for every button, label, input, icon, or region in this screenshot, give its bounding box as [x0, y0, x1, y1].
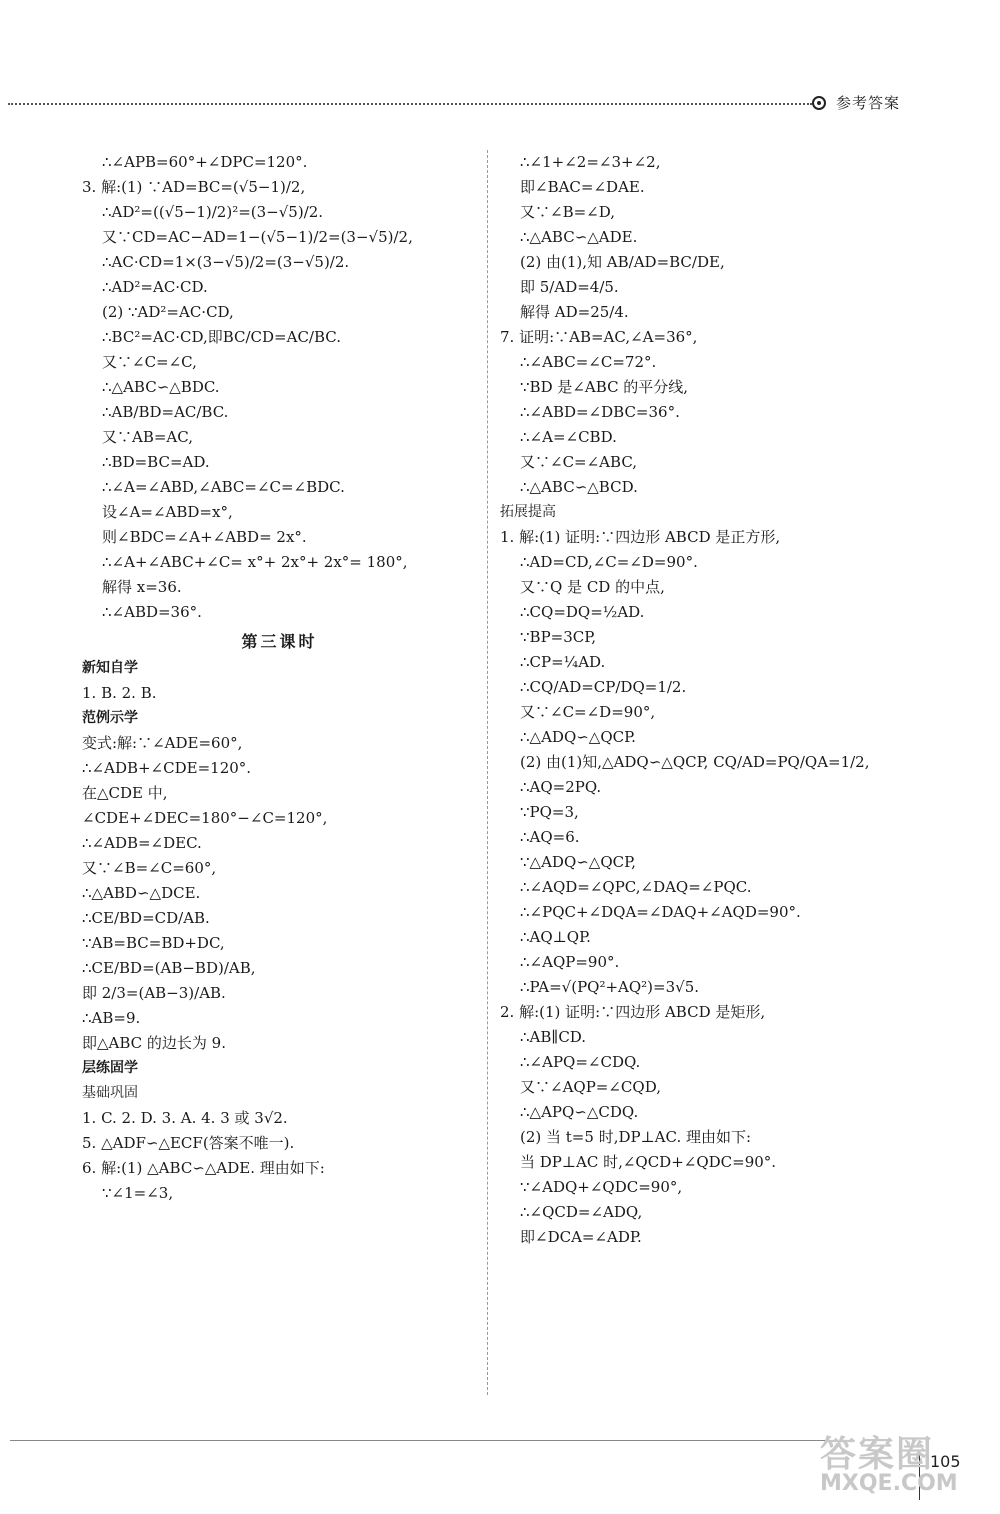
- answer-line: 6. 解:(1) △ABC∽△ADE. 理由如下:: [82, 1159, 325, 1177]
- answer-line: ∴∠ABD=∠DBC=36°.: [520, 403, 680, 421]
- header-title: 参考答案: [835, 94, 900, 112]
- answer-line: 在△CDE 中,: [82, 784, 168, 802]
- answer-line: 解得 x=36.: [102, 578, 182, 596]
- section-subheading: 新知自学: [82, 660, 138, 676]
- answer-line: 解得 AD=25/4.: [520, 303, 629, 321]
- answer-line: ∴∠APB=60°+∠DPC=120°.: [102, 153, 308, 171]
- answer-line: ∵∠1=∠3,: [102, 1184, 174, 1202]
- answer-line: 又∵∠B=∠C=60°,: [82, 859, 217, 877]
- answer-line: ∴CQ=DQ=½AD.: [520, 603, 645, 621]
- answer-line: ∴∠APQ=∠CDQ.: [520, 1053, 641, 1071]
- answer-line: ∴∠AQP=90°.: [520, 953, 620, 971]
- answer-line: ∴∠A=∠ABD,∠ABC=∠C=∠BDC.: [102, 478, 345, 496]
- answer-line: 设∠A=∠ABD=x°,: [102, 503, 233, 521]
- answer-line: 则∠BDC=∠A+∠ABD= 2x°.: [102, 528, 307, 546]
- answer-line: ∴AQ=2PQ.: [520, 778, 602, 796]
- answer-line: 又∵∠B=∠D,: [520, 203, 615, 221]
- answer-line: ∴CE/BD=(AB−BD)/AB,: [82, 959, 256, 977]
- answer-line: ∴AC·CD=1×(3−√5)/2=(3−√5)/2.: [102, 253, 350, 271]
- answer-line: ∴AQ=6.: [520, 828, 580, 846]
- footer-rule: [10, 1440, 830, 1441]
- answer-line: 又∵CD=AC−AD=1−(√5−1)/2=(3−√5)/2,: [102, 228, 413, 246]
- section-title: 第三课时: [241, 632, 318, 651]
- page-header: [8, 92, 992, 116]
- answer-line: 即 5/AD=4/5.: [520, 278, 619, 296]
- answer-line: ∴∠ABC=∠C=72°.: [520, 353, 657, 371]
- section-subheading: 基础巩固: [82, 1085, 138, 1101]
- answer-line: ∴∠1+∠2=∠3+∠2,: [520, 153, 661, 171]
- answer-line: (2) ∵AD²=AC·CD,: [102, 303, 234, 321]
- answer-line: ∵∠ADQ+∠QDC=90°,: [520, 1178, 683, 1196]
- answer-line: 2. 解:(1) 证明:∵四边形 ABCD 是矩形,: [500, 1003, 766, 1021]
- answer-line: ∴AD²=AC·CD.: [102, 278, 208, 296]
- answer-line: ∴∠A=∠CBD.: [520, 428, 617, 446]
- answer-line: (2) 由(1),知 AB/AD=BC/DE,: [520, 253, 725, 271]
- answer-line: 又∵∠AQP=∠CQD,: [520, 1078, 661, 1096]
- answer-line: ∴CE/BD=CD/AB.: [82, 909, 210, 927]
- bullet-circle-icon: [812, 96, 826, 110]
- answer-line: (2) 由(1)知,△ADQ∽△QCP, CQ/AD=PQ/QA=1/2,: [520, 753, 870, 771]
- page-number: 105: [930, 1452, 961, 1471]
- answer-line: ∴△ABD∽△DCE.: [82, 884, 201, 902]
- answer-line: ∵△ADQ∽△QCP,: [520, 853, 636, 871]
- watermark-url: MXQE.COM: [820, 1471, 958, 1496]
- answer-line: ∴AD=CD,∠C=∠D=90°.: [520, 553, 698, 571]
- answer-line: 即 2/3=(AB−3)/AB.: [82, 984, 226, 1002]
- answer-line: 又∵∠C=∠C,: [102, 353, 197, 371]
- answer-line: ∴△APQ∽△CDQ.: [520, 1103, 639, 1121]
- answer-line: ∴∠ADB+∠CDE=120°.: [82, 759, 252, 777]
- answer-line: ∵AB=BC=BD+DC,: [82, 934, 225, 952]
- answer-line: 又∵∠C=∠ABC,: [520, 453, 638, 471]
- answer-line: ∴CQ/AD=CP/DQ=1/2.: [520, 678, 687, 696]
- answer-line: ∴PA=√(PQ²+AQ²)=3√5.: [520, 978, 700, 996]
- answer-line: ∴∠ADB=∠DEC.: [82, 834, 202, 852]
- answer-line: ∴AD²=((√5−1)/2)²=(3−√5)/2.: [102, 203, 324, 221]
- answer-line: 又∵AB=AC,: [102, 428, 193, 446]
- answer-line: ∵BD 是∠ABC 的平分线,: [520, 378, 689, 396]
- answer-line: ∵BP=3CP,: [520, 628, 597, 646]
- answer-line: ∴AQ⊥QP.: [520, 928, 591, 946]
- answer-line: ∴AB/BD=AC/BC.: [102, 403, 229, 421]
- answer-line: ∴BC²=AC·CD,即BC/CD=AC/BC.: [102, 328, 341, 346]
- answer-line: ∴△ADQ∽△QCP.: [520, 728, 636, 746]
- answer-line: 1. B. 2. B.: [82, 684, 157, 702]
- section-subheading: 拓展提高: [500, 504, 556, 520]
- answer-line: 5. △ADF∽△ECF(答案不唯一).: [82, 1134, 295, 1152]
- answer-line: ∵PQ=3,: [520, 803, 579, 821]
- answer-line: 1. 解:(1) 证明:∵四边形 ABCD 是正方形,: [500, 528, 781, 546]
- answer-line: ∴AB=9.: [82, 1009, 141, 1027]
- answer-line: (2) 当 t=5 时,DP⊥AC. 理由如下:: [520, 1128, 752, 1146]
- watermark-logo: [820, 1426, 996, 1506]
- answer-line: ∴BD=BC=AD.: [102, 453, 210, 471]
- answer-line: ∴CP=¼AD.: [520, 653, 606, 671]
- answer-line: 即△ABC 的边长为 9.: [82, 1034, 226, 1052]
- answer-line: ∴△ABC∽△ADE.: [520, 228, 638, 246]
- section-subheading: 范例示学: [82, 710, 138, 726]
- column-divider: [487, 150, 488, 1395]
- answer-line: 当 DP⊥AC 时,∠QCD+∠QDC=90°.: [520, 1153, 777, 1171]
- header-dotted-rule: [8, 103, 812, 105]
- answer-line: ∴AB∥CD.: [520, 1028, 587, 1046]
- answer-line: ∠CDE+∠DEC=180°−∠C=120°,: [82, 809, 328, 827]
- answer-line: ∴∠QCD=∠ADQ,: [520, 1203, 643, 1221]
- answer-line: 即∠DCA=∠ADP.: [520, 1228, 642, 1246]
- answer-line: ∴∠AQD=∠QPC,∠DAQ=∠PQC.: [520, 878, 752, 896]
- answer-line: 3. 解:(1) ∵AD=BC=(√5−1)/2,: [82, 178, 306, 196]
- section-subheading: 层练固学: [82, 1060, 138, 1076]
- answer-line: ∴△ABC∽△BCD.: [520, 478, 638, 496]
- left-column: [82, 150, 477, 1206]
- answer-line: ∴∠PQC+∠DQA=∠DAQ+∠AQD=90°.: [520, 903, 801, 921]
- answer-line: 又∵∠C=∠D=90°,: [520, 703, 656, 721]
- answer-line: 又∵Q 是 CD 的中点,: [520, 578, 665, 596]
- answer-line: ∴∠A+∠ABC+∠C= x°+ 2x°+ 2x°= 180°,: [102, 553, 408, 571]
- right-column: [500, 150, 895, 1250]
- answer-line: ∴∠ABD=36°.: [102, 603, 202, 621]
- answer-line: 1. C. 2. D. 3. A. 4. 3 或 3√2.: [82, 1109, 288, 1127]
- answer-line: 7. 证明:∵AB=AC,∠A=36°,: [500, 328, 698, 346]
- answer-line: 即∠BAC=∠DAE.: [520, 178, 645, 196]
- answer-line: 变式:解:∵∠ADE=60°,: [82, 734, 243, 752]
- watermark-text: 答案圈: [820, 1434, 935, 1475]
- answer-line: ∴△ABC∽△BDC.: [102, 378, 220, 396]
